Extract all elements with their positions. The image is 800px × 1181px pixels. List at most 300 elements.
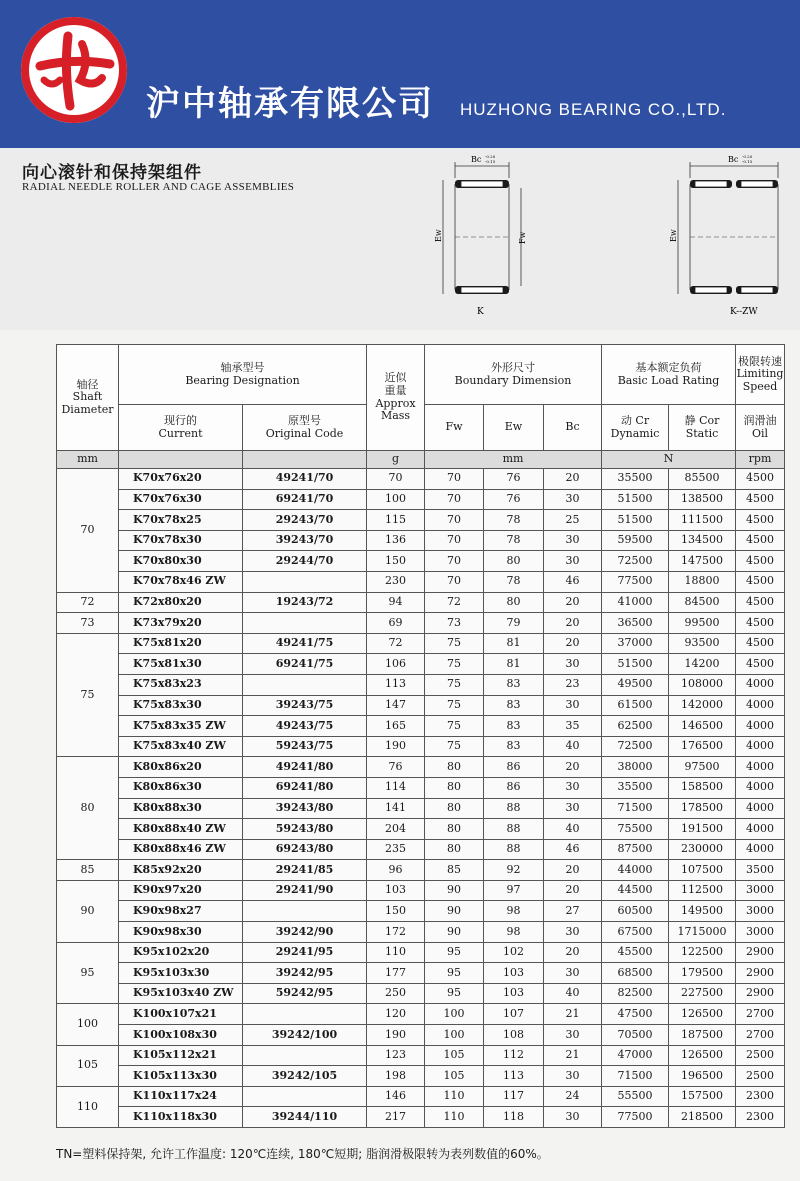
oil-speed-cell: 4500 bbox=[736, 489, 785, 510]
fw-cell: 90 bbox=[425, 922, 484, 943]
original-code-cell: 69241/75 bbox=[243, 654, 367, 675]
dynamic-cr-cell: 72500 bbox=[602, 736, 669, 757]
mass-cell: 150 bbox=[367, 901, 425, 922]
ew-cell: 92 bbox=[484, 860, 544, 881]
static-cor-cell: 134500 bbox=[669, 530, 736, 551]
shaft-diameter-cell: 85 bbox=[57, 860, 119, 881]
original-code-cell: 59243/75 bbox=[243, 736, 367, 757]
ew-cell: 86 bbox=[484, 777, 544, 798]
original-code-cell: 19243/72 bbox=[243, 592, 367, 613]
mass-cell: 190 bbox=[367, 736, 425, 757]
current-code-cell: K100x107x21 bbox=[119, 1004, 243, 1025]
current-code-cell: K75x83x40 ZW bbox=[119, 736, 243, 757]
current-code-cell: K85x92x20 bbox=[119, 860, 243, 881]
current-code-cell: K75x83x35 ZW bbox=[119, 716, 243, 737]
table-row bbox=[57, 613, 785, 634]
ew-cell: 88 bbox=[484, 839, 544, 860]
current-code-cell: K80x86x30 bbox=[119, 777, 243, 798]
original-code-cell: 69241/80 bbox=[243, 777, 367, 798]
ew-cell: 78 bbox=[484, 530, 544, 551]
ew-cell: 97 bbox=[484, 880, 544, 901]
mass-cell: 235 bbox=[367, 839, 425, 860]
dynamic-cr-cell: 59500 bbox=[602, 530, 669, 551]
static-cor-cell: 218500 bbox=[669, 1107, 736, 1128]
fw-cell: 75 bbox=[425, 695, 484, 716]
mass-cell: 94 bbox=[367, 592, 425, 613]
table-row bbox=[57, 695, 785, 716]
ew-cell: 108 bbox=[484, 1025, 544, 1046]
current-code-cell: K70x76x30 bbox=[119, 489, 243, 510]
current-code-cell: K90x97x20 bbox=[119, 880, 243, 901]
diagram-k bbox=[425, 150, 545, 320]
table-row bbox=[57, 1086, 785, 1107]
ew-cell: 107 bbox=[484, 1004, 544, 1025]
original-code-cell: 49241/80 bbox=[243, 757, 367, 778]
oil-speed-cell: 2700 bbox=[736, 1004, 785, 1025]
table-row bbox=[57, 1045, 785, 1066]
dynamic-cr-cell: 68500 bbox=[602, 963, 669, 984]
oil-speed-cell: 2900 bbox=[736, 942, 785, 963]
dynamic-cr-cell: 55500 bbox=[602, 1086, 669, 1107]
bc-cell: 30 bbox=[544, 654, 602, 675]
fw-cell: 100 bbox=[425, 1004, 484, 1025]
table-row bbox=[57, 777, 785, 798]
mass-cell: 136 bbox=[367, 530, 425, 551]
original-code-cell: 39243/75 bbox=[243, 695, 367, 716]
oil-speed-cell: 3000 bbox=[736, 922, 785, 943]
header-boundary: 外形尺寸 Boundary Dimension bbox=[425, 345, 602, 405]
fw-cell: 75 bbox=[425, 716, 484, 737]
static-cor-cell: 93500 bbox=[669, 633, 736, 654]
table-row bbox=[57, 530, 785, 551]
original-code-cell: 49241/75 bbox=[243, 633, 367, 654]
shaft-diameter-cell: 110 bbox=[57, 1086, 119, 1127]
fw-cell: 80 bbox=[425, 777, 484, 798]
current-code-cell: K110x118x30 bbox=[119, 1107, 243, 1128]
oil-speed-cell: 4500 bbox=[736, 530, 785, 551]
section-title-cn: 向心滚针和保持架组件 bbox=[22, 163, 202, 183]
bc-cell: 23 bbox=[544, 674, 602, 695]
static-cor-cell: 126500 bbox=[669, 1004, 736, 1025]
dynamic-cr-cell: 71500 bbox=[602, 1066, 669, 1087]
bc-cell: 20 bbox=[544, 942, 602, 963]
oil-speed-cell: 4500 bbox=[736, 654, 785, 675]
original-code-cell: 49243/75 bbox=[243, 716, 367, 737]
oil-speed-cell: 4000 bbox=[736, 777, 785, 798]
bc-cell: 30 bbox=[544, 551, 602, 572]
oil-speed-cell: 3000 bbox=[736, 880, 785, 901]
table-row bbox=[57, 839, 785, 860]
original-code-cell: 39242/95 bbox=[243, 963, 367, 984]
bearing-table bbox=[56, 344, 785, 1128]
header-ew: Ew bbox=[484, 405, 544, 451]
svg-text:-0.20: -0.20 bbox=[742, 154, 753, 159]
header-mass: 近似 重量 Approx Mass bbox=[367, 345, 425, 451]
mass-cell: 113 bbox=[367, 674, 425, 695]
ew-cell: 118 bbox=[484, 1107, 544, 1128]
mass-cell: 141 bbox=[367, 798, 425, 819]
oil-speed-cell: 4000 bbox=[736, 757, 785, 778]
dynamic-cr-cell: 38000 bbox=[602, 757, 669, 778]
static-cor-cell: 112500 bbox=[669, 880, 736, 901]
static-cor-cell: 138500 bbox=[669, 489, 736, 510]
table-row bbox=[57, 654, 785, 675]
bc-cell: 46 bbox=[544, 571, 602, 592]
bc-cell: 46 bbox=[544, 839, 602, 860]
bc-cell: 20 bbox=[544, 613, 602, 634]
current-code-cell: K70x76x20 bbox=[119, 469, 243, 490]
mass-cell: 165 bbox=[367, 716, 425, 737]
mass-cell: 115 bbox=[367, 510, 425, 531]
dynamic-cr-cell: 37000 bbox=[602, 633, 669, 654]
static-cor-cell: 142000 bbox=[669, 695, 736, 716]
fw-cell: 100 bbox=[425, 1025, 484, 1046]
original-code-cell bbox=[243, 571, 367, 592]
original-code-cell: 69243/80 bbox=[243, 839, 367, 860]
dynamic-cr-cell: 35500 bbox=[602, 777, 669, 798]
table-row bbox=[57, 469, 785, 490]
fw-label: Fw bbox=[518, 231, 527, 244]
table-row bbox=[57, 1107, 785, 1128]
unit-load: N bbox=[602, 451, 736, 469]
bc-label: Bc bbox=[471, 155, 482, 164]
original-code-cell bbox=[243, 1004, 367, 1025]
fw-cell: 75 bbox=[425, 736, 484, 757]
static-cor-cell: 178500 bbox=[669, 798, 736, 819]
fw-cell: 105 bbox=[425, 1045, 484, 1066]
original-code-cell: 39242/105 bbox=[243, 1066, 367, 1087]
current-code-cell: K75x81x30 bbox=[119, 654, 243, 675]
fw-cell: 95 bbox=[425, 942, 484, 963]
unit-speed: rpm bbox=[736, 451, 785, 469]
fw-cell: 70 bbox=[425, 571, 484, 592]
bc-cell: 25 bbox=[544, 510, 602, 531]
oil-speed-cell: 3500 bbox=[736, 860, 785, 881]
ew-cell: 81 bbox=[484, 633, 544, 654]
mass-cell: 198 bbox=[367, 1066, 425, 1087]
dynamic-cr-cell: 47500 bbox=[602, 1004, 669, 1025]
fw-cell: 110 bbox=[425, 1107, 484, 1128]
oil-speed-cell: 4000 bbox=[736, 716, 785, 737]
static-cor-cell: 14200 bbox=[669, 654, 736, 675]
original-code-cell: 29241/85 bbox=[243, 860, 367, 881]
original-code-cell: 29244/70 bbox=[243, 551, 367, 572]
fw-cell: 80 bbox=[425, 839, 484, 860]
current-code-cell: K70x80x30 bbox=[119, 551, 243, 572]
dynamic-cr-cell: 44500 bbox=[602, 880, 669, 901]
bc-cell: 30 bbox=[544, 695, 602, 716]
current-code-cell: K95x103x30 bbox=[119, 963, 243, 984]
current-code-cell: K95x103x40 ZW bbox=[119, 983, 243, 1004]
original-code-cell: 59243/80 bbox=[243, 819, 367, 840]
mass-cell: 110 bbox=[367, 942, 425, 963]
current-code-cell: K80x88x46 ZW bbox=[119, 839, 243, 860]
table-row bbox=[57, 716, 785, 737]
mass-cell: 103 bbox=[367, 880, 425, 901]
fw-cell: 90 bbox=[425, 880, 484, 901]
current-code-cell: K90x98x27 bbox=[119, 901, 243, 922]
dynamic-cr-cell: 71500 bbox=[602, 798, 669, 819]
mass-cell: 250 bbox=[367, 983, 425, 1004]
ew-cell: 113 bbox=[484, 1066, 544, 1087]
dynamic-cr-cell: 87500 bbox=[602, 839, 669, 860]
bc-cell: 30 bbox=[544, 963, 602, 984]
original-code-cell: 29241/90 bbox=[243, 880, 367, 901]
bc-cell: 20 bbox=[544, 860, 602, 881]
ew-cell: 78 bbox=[484, 510, 544, 531]
header-bc: Bc bbox=[544, 405, 602, 451]
dynamic-cr-cell: 51500 bbox=[602, 654, 669, 675]
ew-cell: 98 bbox=[484, 901, 544, 922]
bc-cell: 30 bbox=[544, 1066, 602, 1087]
bc-cell: 21 bbox=[544, 1045, 602, 1066]
ew-cell: 83 bbox=[484, 736, 544, 757]
static-cor-cell: 122500 bbox=[669, 942, 736, 963]
ew-cell: 79 bbox=[484, 613, 544, 634]
shaft-diameter-cell: 105 bbox=[57, 1045, 119, 1086]
static-cor-cell: 84500 bbox=[669, 592, 736, 613]
table-row bbox=[57, 674, 785, 695]
table-row bbox=[57, 757, 785, 778]
dynamic-cr-cell: 44000 bbox=[602, 860, 669, 881]
ew-cell: 80 bbox=[484, 551, 544, 572]
original-code-cell: 39243/70 bbox=[243, 530, 367, 551]
company-name-en: HUZHONG BEARING CO.,LTD. bbox=[460, 100, 727, 119]
current-code-cell: K90x98x30 bbox=[119, 922, 243, 943]
static-cor-cell: 227500 bbox=[669, 983, 736, 1004]
current-code-cell: K70x78x46 ZW bbox=[119, 571, 243, 592]
bc-cell: 21 bbox=[544, 1004, 602, 1025]
table-body bbox=[57, 469, 785, 1128]
static-cor-cell: 187500 bbox=[669, 1025, 736, 1046]
bc-cell: 30 bbox=[544, 777, 602, 798]
header-cor: 静 Cor Static bbox=[669, 405, 736, 451]
dynamic-cr-cell: 75500 bbox=[602, 819, 669, 840]
current-code-cell: K105x112x21 bbox=[119, 1045, 243, 1066]
current-code-cell: K75x81x20 bbox=[119, 633, 243, 654]
static-cor-cell: 126500 bbox=[669, 1045, 736, 1066]
current-code-cell: K73x79x20 bbox=[119, 613, 243, 634]
oil-speed-cell: 4500 bbox=[736, 510, 785, 531]
table-row bbox=[57, 860, 785, 881]
header-fw: Fw bbox=[425, 405, 484, 451]
original-code-cell: 29243/70 bbox=[243, 510, 367, 531]
dynamic-cr-cell: 72500 bbox=[602, 551, 669, 572]
ew-cell: 98 bbox=[484, 922, 544, 943]
fw-cell: 70 bbox=[425, 530, 484, 551]
ew-cell: 102 bbox=[484, 942, 544, 963]
dynamic-cr-cell: 61500 bbox=[602, 695, 669, 716]
ew-cell: 78 bbox=[484, 571, 544, 592]
shaft-diameter-cell: 70 bbox=[57, 469, 119, 593]
shaft-diameter-cell: 100 bbox=[57, 1004, 119, 1045]
mass-cell: 123 bbox=[367, 1045, 425, 1066]
diagram-k-label: K bbox=[477, 307, 484, 317]
dynamic-cr-cell: 51500 bbox=[602, 510, 669, 531]
header-load: 基本额定负荷 Basic Load Rating bbox=[602, 345, 736, 405]
ew-cell: 80 bbox=[484, 592, 544, 613]
bc-cell: 30 bbox=[544, 1025, 602, 1046]
mass-cell: 76 bbox=[367, 757, 425, 778]
current-code-cell: K75x83x30 bbox=[119, 695, 243, 716]
mass-cell: 217 bbox=[367, 1107, 425, 1128]
dynamic-cr-cell: 77500 bbox=[602, 1107, 669, 1128]
bc-cell: 27 bbox=[544, 901, 602, 922]
oil-speed-cell: 4500 bbox=[736, 613, 785, 634]
table-row bbox=[57, 963, 785, 984]
dynamic-cr-cell: 49500 bbox=[602, 674, 669, 695]
static-cor-cell: 149500 bbox=[669, 901, 736, 922]
ew-cell: 76 bbox=[484, 489, 544, 510]
original-code-cell: 49241/70 bbox=[243, 469, 367, 490]
static-cor-cell: 147500 bbox=[669, 551, 736, 572]
fw-cell: 73 bbox=[425, 613, 484, 634]
unit-mass: g bbox=[367, 451, 425, 469]
dynamic-cr-cell: 36500 bbox=[602, 613, 669, 634]
current-code-cell: K110x117x24 bbox=[119, 1086, 243, 1107]
bc-cell: 40 bbox=[544, 736, 602, 757]
svg-text:Bc: Bc bbox=[728, 155, 739, 164]
oil-speed-cell: 2700 bbox=[736, 1025, 785, 1046]
mass-cell: 120 bbox=[367, 1004, 425, 1025]
fw-cell: 75 bbox=[425, 674, 484, 695]
mass-cell: 96 bbox=[367, 860, 425, 881]
bc-cell: 20 bbox=[544, 469, 602, 490]
oil-speed-cell: 2900 bbox=[736, 983, 785, 1004]
oil-speed-cell: 4000 bbox=[736, 736, 785, 757]
fw-cell: 72 bbox=[425, 592, 484, 613]
ew-cell: 76 bbox=[484, 469, 544, 490]
shaft-diameter-cell: 75 bbox=[57, 633, 119, 757]
footnote: TN=塑料保持架, 允许工作温度: 120℃连续, 180℃短期; 脂润滑极限转为表列数值的60%。 bbox=[56, 1147, 549, 1161]
header-band bbox=[0, 0, 800, 148]
header-cr: 动 Cr Dynamic bbox=[602, 405, 669, 451]
ew-cell: 88 bbox=[484, 819, 544, 840]
ew-cell: 83 bbox=[484, 674, 544, 695]
table-row bbox=[57, 880, 785, 901]
table-row bbox=[57, 489, 785, 510]
mass-cell: 172 bbox=[367, 922, 425, 943]
fw-cell: 85 bbox=[425, 860, 484, 881]
table-row bbox=[57, 901, 785, 922]
fw-cell: 110 bbox=[425, 1086, 484, 1107]
oil-speed-cell: 2900 bbox=[736, 963, 785, 984]
static-cor-cell: 85500 bbox=[669, 469, 736, 490]
mass-cell: 177 bbox=[367, 963, 425, 984]
static-cor-cell: 196500 bbox=[669, 1066, 736, 1087]
oil-speed-cell: 2500 bbox=[736, 1066, 785, 1087]
current-code-cell: K80x88x30 bbox=[119, 798, 243, 819]
bc-cell: 20 bbox=[544, 880, 602, 901]
original-code-cell bbox=[243, 1086, 367, 1107]
oil-speed-cell: 4500 bbox=[736, 551, 785, 572]
dynamic-cr-cell: 47000 bbox=[602, 1045, 669, 1066]
static-cor-cell: 146500 bbox=[669, 716, 736, 737]
fw-cell: 75 bbox=[425, 654, 484, 675]
table-row bbox=[57, 1066, 785, 1087]
static-cor-cell: 158500 bbox=[669, 777, 736, 798]
table-row bbox=[57, 942, 785, 963]
header-oil: 润滑油 Oil bbox=[736, 405, 785, 451]
original-code-cell bbox=[243, 613, 367, 634]
dynamic-cr-cell: 60500 bbox=[602, 901, 669, 922]
shaft-diameter-cell: 95 bbox=[57, 942, 119, 1004]
table-row bbox=[57, 592, 785, 613]
ew-cell: 81 bbox=[484, 654, 544, 675]
current-code-cell: K75x83x23 bbox=[119, 674, 243, 695]
unit-blank bbox=[243, 451, 367, 469]
fw-cell: 90 bbox=[425, 901, 484, 922]
static-cor-cell: 157500 bbox=[669, 1086, 736, 1107]
bc-cell: 30 bbox=[544, 489, 602, 510]
static-cor-cell: 1715000 bbox=[669, 922, 736, 943]
section-title-en: RADIAL NEEDLE ROLLER AND CAGE ASSEMBLIES bbox=[22, 181, 295, 193]
svg-text:-0.15: -0.15 bbox=[485, 159, 496, 164]
static-cor-cell: 179500 bbox=[669, 963, 736, 984]
fw-cell: 80 bbox=[425, 798, 484, 819]
table-row bbox=[57, 1025, 785, 1046]
bc-cell: 24 bbox=[544, 1086, 602, 1107]
oil-speed-cell: 4500 bbox=[736, 592, 785, 613]
static-cor-cell: 97500 bbox=[669, 757, 736, 778]
fw-cell: 95 bbox=[425, 983, 484, 1004]
static-cor-cell: 18800 bbox=[669, 571, 736, 592]
dynamic-cr-cell: 51500 bbox=[602, 489, 669, 510]
dynamic-cr-cell: 70500 bbox=[602, 1025, 669, 1046]
fw-cell: 75 bbox=[425, 633, 484, 654]
current-code-cell: K80x88x40 ZW bbox=[119, 819, 243, 840]
bc-cell: 30 bbox=[544, 530, 602, 551]
dynamic-cr-cell: 67500 bbox=[602, 922, 669, 943]
original-code-cell: 39244/110 bbox=[243, 1107, 367, 1128]
current-code-cell: K95x102x20 bbox=[119, 942, 243, 963]
mass-cell: 204 bbox=[367, 819, 425, 840]
oil-speed-cell: 4500 bbox=[736, 571, 785, 592]
table-row bbox=[57, 922, 785, 943]
mass-cell: 69 bbox=[367, 613, 425, 634]
diagram-k-zw bbox=[662, 150, 792, 320]
header-original: 原型号 Original Code bbox=[243, 405, 367, 451]
ew-cell: 112 bbox=[484, 1045, 544, 1066]
table-row bbox=[57, 819, 785, 840]
unit-shaft: mm bbox=[57, 451, 119, 469]
ew-label: Ew bbox=[434, 229, 443, 242]
oil-speed-cell: 4000 bbox=[736, 839, 785, 860]
svg-text:-0.20: -0.20 bbox=[485, 154, 496, 159]
dynamic-cr-cell: 82500 bbox=[602, 983, 669, 1004]
table-row bbox=[57, 551, 785, 572]
fw-cell: 70 bbox=[425, 469, 484, 490]
table-row bbox=[57, 798, 785, 819]
current-code-cell: K105x113x30 bbox=[119, 1066, 243, 1087]
ew-cell: 83 bbox=[484, 695, 544, 716]
bc-cell: 30 bbox=[544, 922, 602, 943]
current-code-cell: K70x78x30 bbox=[119, 530, 243, 551]
shaft-diameter-cell: 72 bbox=[57, 592, 119, 613]
bc-cell: 20 bbox=[544, 592, 602, 613]
ew-cell: 88 bbox=[484, 798, 544, 819]
ew-cell: 83 bbox=[484, 716, 544, 737]
bc-cell: 35 bbox=[544, 716, 602, 737]
original-code-cell: 69241/70 bbox=[243, 489, 367, 510]
table-row bbox=[57, 736, 785, 757]
current-code-cell: K72x80x20 bbox=[119, 592, 243, 613]
header-speed: 极限转速 Limiting Speed bbox=[736, 345, 785, 405]
oil-speed-cell: 4000 bbox=[736, 798, 785, 819]
current-code-cell: K100x108x30 bbox=[119, 1025, 243, 1046]
mass-cell: 150 bbox=[367, 551, 425, 572]
mass-cell: 230 bbox=[367, 571, 425, 592]
